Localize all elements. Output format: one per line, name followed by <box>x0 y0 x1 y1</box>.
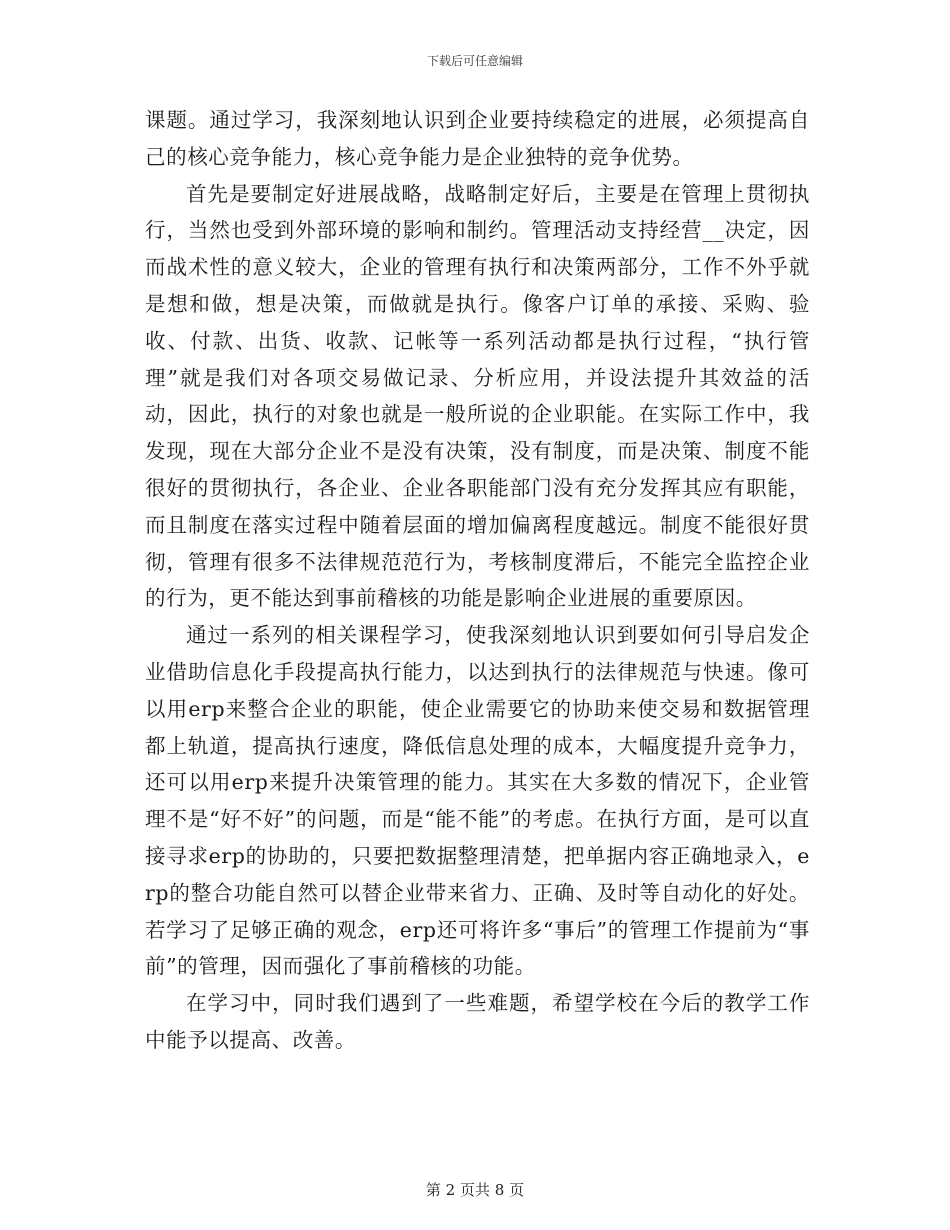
page-header: 下载后可任意编辑 <box>426 54 523 68</box>
document-body <box>145 102 810 1059</box>
paragraph-1: 课题。通过学习，我深刻地认识到企业要持续稳定的进展，必须提高自己的核心竞争能力，核心竞争能力是企业独特的竞争优势。 <box>145 108 810 169</box>
paragraph-4: 在学习中，同时我们遇到了一些难题，希望学校在今后的教学工作中能予以提高、改善。 <box>145 991 810 1052</box>
page-number: 第 2 页共 8 页 <box>425 1181 525 1199</box>
paragraph-3: 通过一系列的相关课程学习，使我深刻地认识到要如何引导启发企业借助信息化手段提高执行能力，以达到执行的法律规范与快速。像可以用erp来整合企业的职能，使企业需要它的协助来使交易和数据管理都上轨道，提高执行速度，降低信息处理的成本，大幅度提升竞争力，还可以用erp来提升决策管理的能力。其实在大多数的情况下，企业管理不是“好不好”的问题，而是“能不能”的考虑。在执行方面，是可以直接寻求erp的协助的，只要把数据整理清楚，把单据内容正确地录入，erp的整合功能自然可以替企业带来省力、正确、及时等自动化的好处。若学习了足够正确的观念，erp还可将许多“事后”的管理工作提前为“事前”的管理，因而强化了事前稽核的功能。 <box>145 623 810 979</box>
paragraph-2: 首先是要制定好进展战略，战略制定好后，主要是在管理上贯彻执行，当然也受到外部环境的影响和制约。管理活动支持经营__决定，因而战术性的意义较大，企业的管理有执行和决策两部分，工作不外乎就是想和做，想是决策，而做就是执行。像客户订单的承接、采购、验收、付款、出货、收款、记帐等一系列活动都是执行过程，“执行管理”就是我们对各项交易做记录、分析应用，并设法提升其效益的活动，因此，执行的对象也就是一般所说的企业职能。在实际工作中，我发现，现在大部分企业不是没有决策，没有制度，而是决策、制度不能很好的贯彻执行，各企业、企业各职能部门没有充分发挥其应有职能，而且制度在落实过程中随着层面的增加偏离程度越远。制度不能很好贯彻，管理有很多不法律规范范行为，考核制度滞后，不能完全监控企业的行为，更不能达到事前稽核的功能是影响企业进展的重要原因。 <box>145 181 810 611</box>
